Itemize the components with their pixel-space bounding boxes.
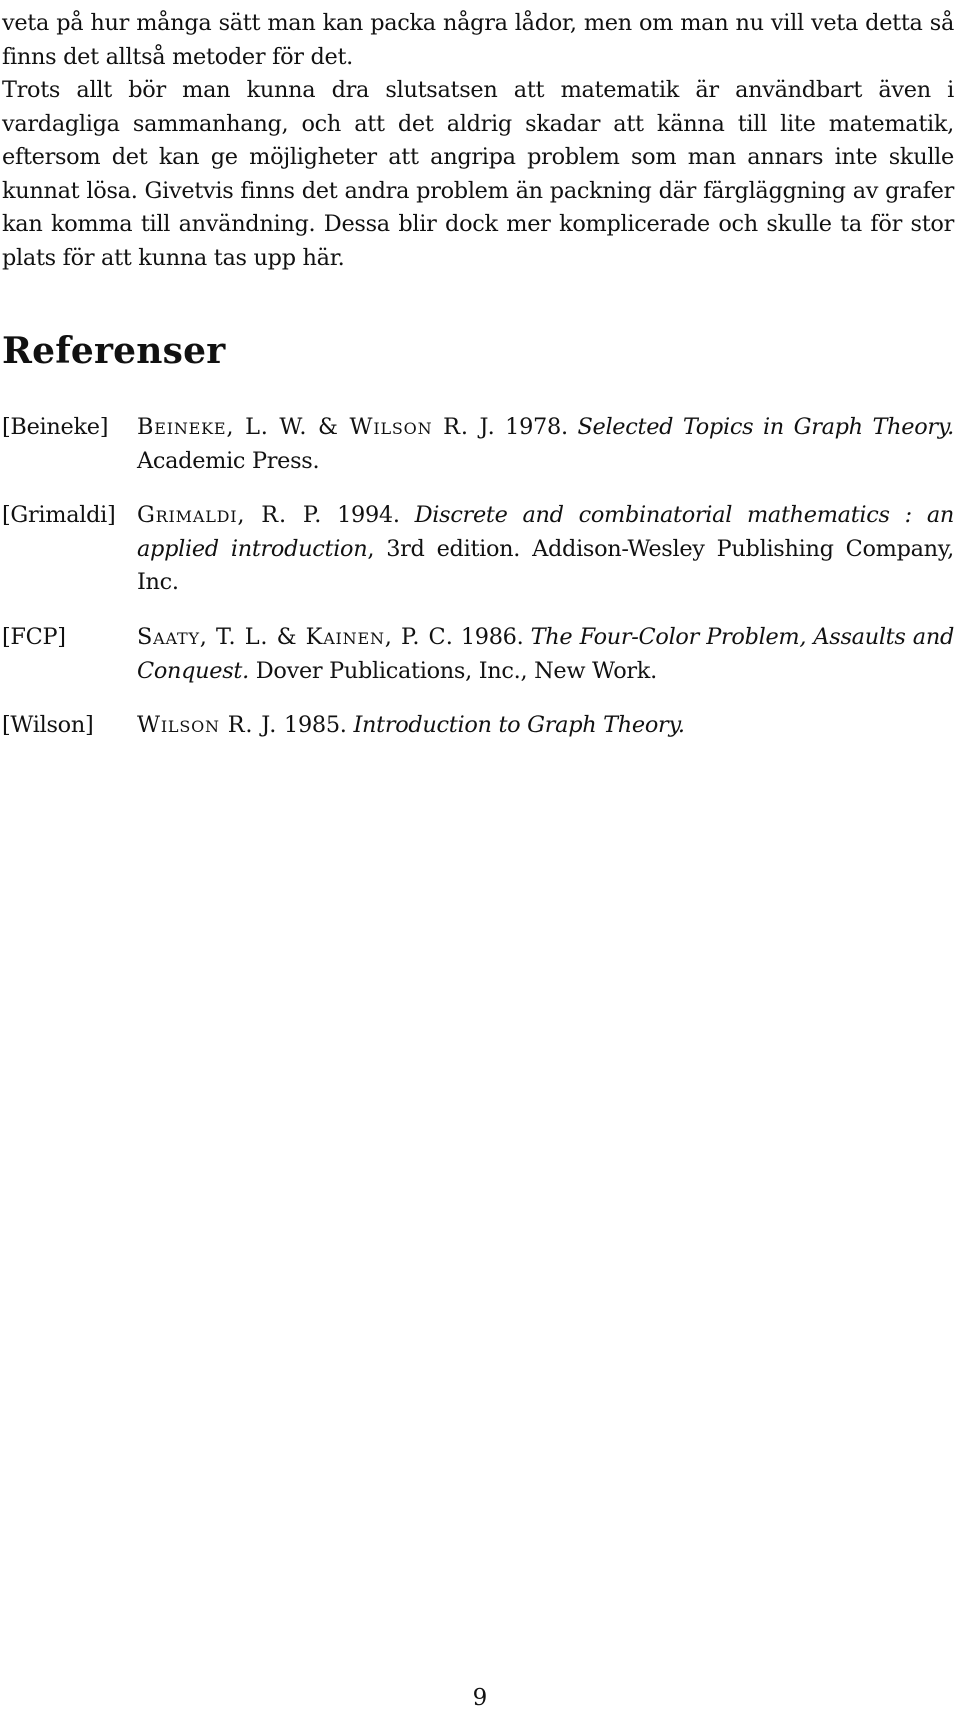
reference-year: 1985. xyxy=(277,712,354,738)
reference-year: 1978. xyxy=(495,414,578,440)
bibliography-text xyxy=(137,709,954,743)
bibliography-text xyxy=(137,621,954,688)
reference-title: The Four-Color Problem, Assaults and Conquest. xyxy=(137,624,954,684)
reference-publisher: Dover Publications, Inc., New Work. xyxy=(248,657,657,684)
bibliography-text xyxy=(137,499,954,600)
reference-year: 1986. xyxy=(453,624,531,650)
reference-publisher: , 3rd edition. Addison-Wesley Publishing Company, Inc. xyxy=(137,535,954,595)
bibliography-label: [Beineke] xyxy=(2,414,109,440)
reference-year: 1994. xyxy=(322,502,415,528)
reference-authors: Beineke, L. W. & Wilson R. J. xyxy=(137,414,496,440)
bibliography-text xyxy=(137,411,954,478)
bibliography-label: [FCP] xyxy=(2,624,66,650)
page-number: 9 xyxy=(472,1685,488,1711)
reference-authors: Saaty, T. L. & Kainen, P. C. xyxy=(137,624,454,650)
paragraph-conclusion: Trots allt bör man kunna dra slutsatsen att matematik är användbart även i vardagliga sammanhang, och att det aldrig skadar att känna till lite matematik, eftersom det kan ge möjligheter att angripa problem som man annars inte skulle kunnat lösa. Givetvis finns det andra problem än packning där färgläggning av grafer kan komma till användning. Dessa blir dock mer komplicerade och skulle ta för stor plats för att kunna tas upp här. xyxy=(2,77,954,271)
reference-title: Introduction to Graph Theory. xyxy=(353,712,685,738)
reference-title: Selected Topics in Graph Theory. xyxy=(577,414,954,440)
reference-authors: Wilson R. J. xyxy=(137,712,278,738)
paragraph-continuation: veta på hur många sätt man kan packa några lådor, men om man nu vill veta detta så finns det alltså metoder för det. xyxy=(2,10,954,70)
bibliography-label: [Grimaldi] xyxy=(2,502,116,528)
section-heading-references: Referenser xyxy=(2,330,226,372)
reference-title: Discrete and combinatorial mathematics : an applied introduction xyxy=(137,502,954,562)
bibliography-label: [Wilson] xyxy=(2,712,94,738)
reference-publisher: Academic Press. xyxy=(137,447,320,474)
reference-authors: Grimaldi, R. P. xyxy=(137,502,323,528)
